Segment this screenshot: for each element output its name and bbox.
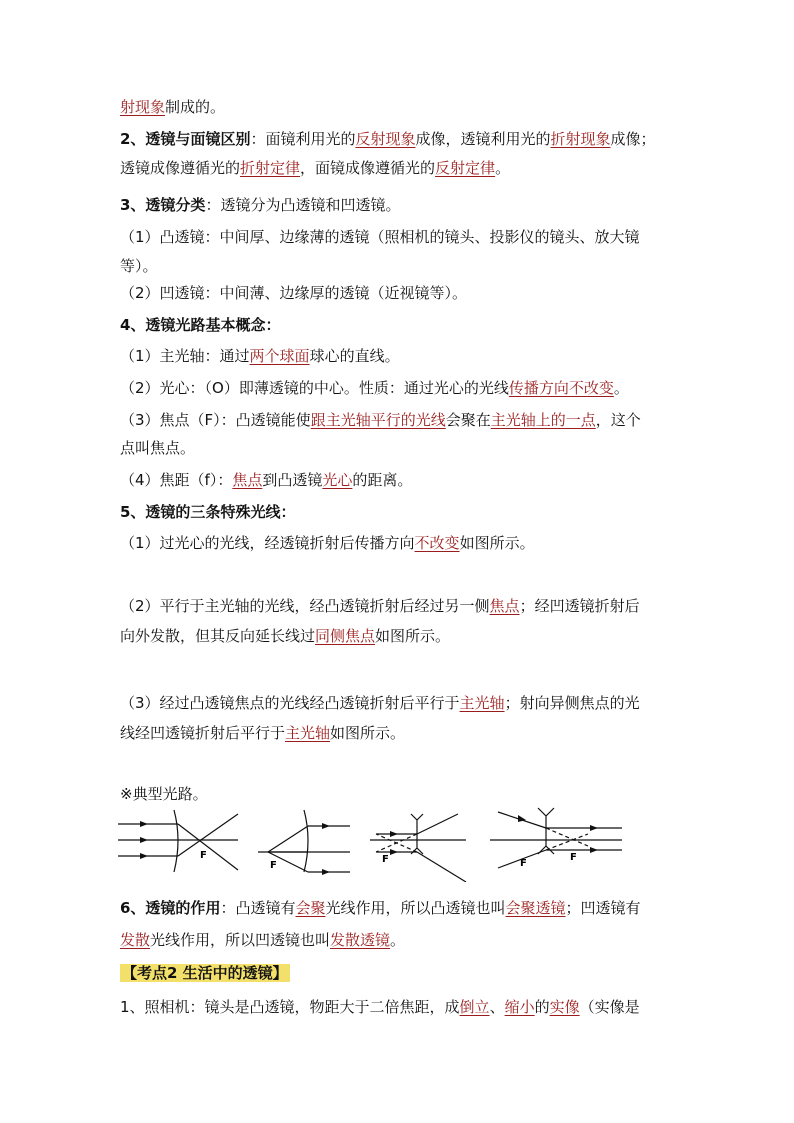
focus-label: F (200, 850, 207, 861)
concave-lens-diagram-1 (370, 814, 466, 882)
text: ：凸透镜有 (220, 899, 296, 917)
text: 、 (489, 998, 505, 1016)
text: ；经凹透镜折射后 (519, 597, 640, 615)
highlight-term: 焦点 (232, 471, 263, 489)
text: 。 (613, 379, 629, 397)
line-4 (120, 194, 400, 216)
highlight-term: 跟主光轴平行的光线 (310, 411, 446, 429)
text: 制成的。 (165, 98, 226, 116)
highlight-term: 倒立 (459, 998, 490, 1016)
focus-label: F (570, 852, 577, 863)
text: 如图所示。 (330, 724, 406, 742)
text: ；凹透镜有 (565, 899, 641, 917)
highlight-term: 反射现象 (355, 130, 416, 148)
text: 。 (390, 931, 406, 949)
line-5 (120, 226, 640, 248)
light-path-figure (118, 800, 690, 882)
line-3 (120, 157, 510, 179)
focus-label: F (270, 860, 277, 871)
text: ，这个 (595, 411, 641, 429)
highlight-term: 同侧焦点 (315, 627, 376, 645)
line-8 (120, 314, 280, 336)
focus-label: F (520, 858, 527, 869)
text: ，面镜成像遵循光的 (300, 159, 436, 177)
highlight-term: 射现象 (120, 98, 166, 116)
text: 1、照相机：镜头是凸透镜，物距大于二倍焦距，成 (120, 998, 460, 1016)
highlight-term: 传播方向不改变 (508, 379, 614, 397)
text: 球心的直线。 (309, 347, 400, 365)
text: 如图所示。 (375, 627, 451, 645)
line-17 (120, 625, 450, 647)
line-23 (120, 962, 290, 984)
text: 会聚在 (445, 411, 491, 429)
text: ；射向异侧焦点的光 (504, 694, 640, 712)
text: 的距离。 (352, 471, 413, 489)
focus-label: F (382, 854, 389, 865)
text: 。 (495, 159, 511, 177)
line-1 (120, 96, 225, 118)
text: （2）凹透镜：中间薄、边缘厚的透镜（近视镜等）。 (120, 284, 468, 302)
highlight-term: 发散透镜 (330, 931, 391, 949)
section-heading: 3、透镜分类 (120, 196, 206, 214)
text: （2）光心：（O）即薄透镜的中心。性质：通过光心的光线 (120, 379, 509, 397)
text: ※典型光路。 (120, 785, 208, 803)
line-10 (120, 377, 629, 399)
text: 如图所示。 (459, 534, 535, 552)
section-heading: 4、透镜光路基本概念： (120, 316, 281, 334)
convex-lens-diagram-2 (258, 810, 350, 875)
text: ：透镜分为凸透镜和凹透镜。 (205, 196, 401, 214)
text: （4）焦距（f）： (120, 471, 233, 489)
line-12 (120, 437, 195, 459)
text: （实像是 (579, 998, 640, 1016)
text: 成像，透镜利用光的 (415, 130, 551, 148)
convex-lens-diagram-1 (118, 810, 238, 872)
highlight-term: 实像 (549, 998, 580, 1016)
line-18 (120, 692, 640, 714)
line-24 (120, 996, 640, 1018)
highlight-term: 主光轴 (459, 694, 505, 712)
line-13 (120, 469, 412, 491)
line-2 (120, 128, 656, 150)
line-11 (120, 409, 641, 431)
line-16 (120, 595, 640, 617)
line-14 (120, 501, 295, 523)
text: 透镜成像遵循光的 (120, 159, 241, 177)
text: （1）主光轴：通过 (120, 347, 250, 365)
text: （3）焦点（F）：凸透镜能使 (120, 411, 311, 429)
section-heading: 6、透镜的作用 (120, 899, 221, 917)
text: （1）过光心的光线，经透镜折射后传播方向 (120, 534, 415, 552)
highlight-term: 缩小 (504, 998, 535, 1016)
highlight-term: 光心 (322, 471, 353, 489)
highlight-term: 主光轴 (285, 724, 331, 742)
text: 的 (534, 998, 550, 1016)
highlight-term: 焦点 (489, 597, 520, 615)
text: ：面镜利用光的 (250, 130, 356, 148)
text: 向外发散，但其反向延长线过 (120, 627, 316, 645)
highlight-term: 会聚透镜 (505, 899, 566, 917)
highlight-term: 两个球面 (249, 347, 310, 365)
highlight-term: 不改变 (414, 534, 460, 552)
section-heading: 5、透镜的三条特殊光线： (120, 503, 296, 521)
highlight-term: 折射定律 (240, 159, 301, 177)
topic-heading: 【考点2 生活中的透镜】 (122, 964, 288, 982)
text: 线经凹透镜折射后平行于 (120, 724, 286, 742)
highlight-term: 折射现象 (550, 130, 611, 148)
text: 等）。 (120, 257, 158, 275)
concave-lens-diagram-2 (490, 808, 622, 869)
highlight-term: 发散 (120, 931, 151, 949)
line-7 (120, 282, 467, 304)
text: 成像； (610, 130, 656, 148)
text: 到凸透镜 (262, 471, 323, 489)
text: 点叫焦点。 (120, 439, 196, 457)
line-6 (120, 255, 158, 277)
line-21 (120, 897, 641, 919)
text: （1）凸透镜：中间厚、边缘薄的透镜（照相机的镜头、投影仪的镜头、放大镜 (120, 228, 640, 246)
line-22 (120, 929, 405, 951)
text: （3）经过凸透镜焦点的光线经凸透镜折射后平行于 (120, 694, 460, 712)
highlight-term: 反射定律 (435, 159, 496, 177)
text: 光线作用，所以凸透镜也叫 (325, 899, 506, 917)
highlight-term: 主光轴上的一点 (490, 411, 596, 429)
text: （2）平行于主光轴的光线，经凸透镜折射后经过另一侧 (120, 597, 490, 615)
line-15 (120, 532, 535, 554)
highlight-term: 会聚 (295, 899, 326, 917)
line-19 (120, 722, 405, 744)
section-heading: 2、透镜与面镜区别 (120, 130, 251, 148)
text: 光线作用，所以凹透镜也叫 (150, 931, 331, 949)
line-9 (120, 345, 400, 367)
